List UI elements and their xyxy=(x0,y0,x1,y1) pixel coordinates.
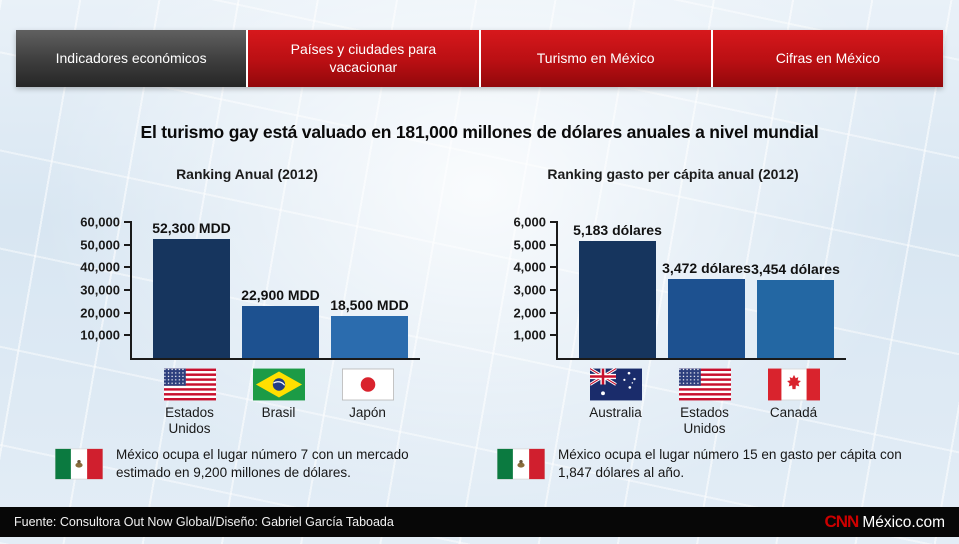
y-axis-tick-mark xyxy=(124,312,132,314)
bar-column xyxy=(242,287,319,358)
bar-value-label: 52,300 MDD xyxy=(152,220,231,236)
note-mexico-ranking xyxy=(55,446,465,482)
brand-suffix: México.com xyxy=(862,514,945,531)
category-label: Brasil xyxy=(261,405,296,420)
flag-mexico-icon xyxy=(497,448,545,480)
y-axis-tick-label: 2,000 xyxy=(513,305,546,321)
tab-cifras-en-mexico[interactable]: Cifras en México xyxy=(711,30,943,87)
bar xyxy=(153,239,230,358)
plot-area xyxy=(80,214,420,360)
bar xyxy=(579,241,656,358)
bar-value-label: 3,472 dólares xyxy=(662,260,751,276)
note-text: México ocupa el lugar número 15 en gasto per cápita con 1,847 dólares al año. xyxy=(558,447,902,481)
note-text: México ocupa el lugar número 7 con un mercado estimado en 9,200 millones de dólares. xyxy=(116,447,409,481)
bar xyxy=(331,316,408,358)
y-axis-tick-label: 40,000 xyxy=(80,259,120,275)
tab-turismo-en-mexico[interactable]: Turismo en México xyxy=(479,30,711,87)
y-axis-tick-label: 60,000 xyxy=(80,214,120,230)
chart-title: Ranking Anual (2012) xyxy=(176,166,318,182)
y-axis-tick-label: 1,000 xyxy=(513,327,546,343)
y-axis-tick-label: 10,000 xyxy=(80,327,120,343)
y-axis-tick-label: 50,000 xyxy=(80,237,120,253)
category-label: Japón xyxy=(349,405,386,420)
category-label: Estados Unidos xyxy=(165,405,214,436)
bar-column xyxy=(331,297,408,358)
bar-column xyxy=(573,222,662,358)
flag-japan-icon xyxy=(342,368,394,401)
bar-column xyxy=(662,260,751,358)
flag-usa-icon xyxy=(679,368,731,401)
bar xyxy=(242,306,319,358)
flags-row xyxy=(130,368,438,436)
y-axis-tick-mark xyxy=(124,289,132,291)
category-label: Canadá xyxy=(769,405,818,420)
flags-row xyxy=(556,368,864,436)
category-column xyxy=(151,368,228,436)
note-mexico-gasto xyxy=(497,446,927,482)
bar-value-label: 3,454 dólares xyxy=(751,261,840,277)
category-column xyxy=(755,368,832,436)
category-column xyxy=(577,368,654,436)
bar-column xyxy=(751,261,840,358)
plot-area xyxy=(513,214,846,360)
chart-ranking-anual xyxy=(56,166,438,436)
y-axis-tick-mark xyxy=(124,266,132,268)
y-axis-tick-mark xyxy=(124,221,132,223)
y-axis-tick-mark xyxy=(124,244,132,246)
y-axis-tick-mark xyxy=(550,221,558,223)
bars-group xyxy=(132,222,420,358)
flag-usa-icon xyxy=(164,368,216,401)
y-axis-tick-mark xyxy=(550,334,558,336)
tab-indicadores-economicos[interactable]: Indicadores económicos xyxy=(16,30,246,87)
y-axis-tick-label: 30,000 xyxy=(80,282,120,298)
bars-group xyxy=(558,222,846,358)
category-column xyxy=(666,368,743,436)
bar-value-label: 22,900 MDD xyxy=(241,287,320,303)
page-title: El turismo gay está valuado en 181,000 millones de dólares anuales a nivel mundial xyxy=(140,122,819,142)
y-axis-tick-mark xyxy=(124,334,132,336)
source-credit: Fuente: Consultora Out Now Global/Diseño: Gabriel García Taboada xyxy=(14,515,394,529)
bar xyxy=(668,279,745,358)
bar-value-label: 18,500 MDD xyxy=(330,297,409,313)
y-axis-tick-label: 4,000 xyxy=(513,259,546,275)
footer-bar xyxy=(0,507,959,537)
category-column xyxy=(329,368,406,436)
y-axis-tick-label: 6,000 xyxy=(513,214,546,230)
bar xyxy=(757,280,834,358)
y-axis-tick-label: 3,000 xyxy=(513,282,546,298)
tab-bar xyxy=(16,30,943,87)
flag-canada-icon xyxy=(768,368,820,401)
flag-brazil-icon xyxy=(253,368,305,401)
y-axis-tick-mark xyxy=(550,244,558,246)
bar-value-label: 5,183 dólares xyxy=(573,222,662,238)
y-axis-tick-mark xyxy=(550,289,558,291)
y-axis-tick-label: 5,000 xyxy=(513,237,546,253)
flag-mexico-icon xyxy=(55,448,103,480)
y-axis-tick-label: 20,000 xyxy=(80,305,120,321)
y-axis-tick-mark xyxy=(550,266,558,268)
category-column xyxy=(240,368,317,436)
chart-gasto-per-capita xyxy=(482,166,864,436)
cnn-logo-icon: CNN xyxy=(824,512,859,531)
chart-title: Ranking gasto per cápita anual (2012) xyxy=(547,166,799,182)
flag-australia-icon xyxy=(590,368,642,401)
tab-paises-y-ciudades[interactable]: Países y ciudades para vacacionar xyxy=(246,30,478,87)
y-axis-tick-mark xyxy=(550,312,558,314)
category-label: Estados Unidos xyxy=(680,405,729,436)
bar-column xyxy=(153,220,230,358)
cnn-mexico-logo xyxy=(824,512,945,532)
category-label: Australia xyxy=(589,405,642,420)
